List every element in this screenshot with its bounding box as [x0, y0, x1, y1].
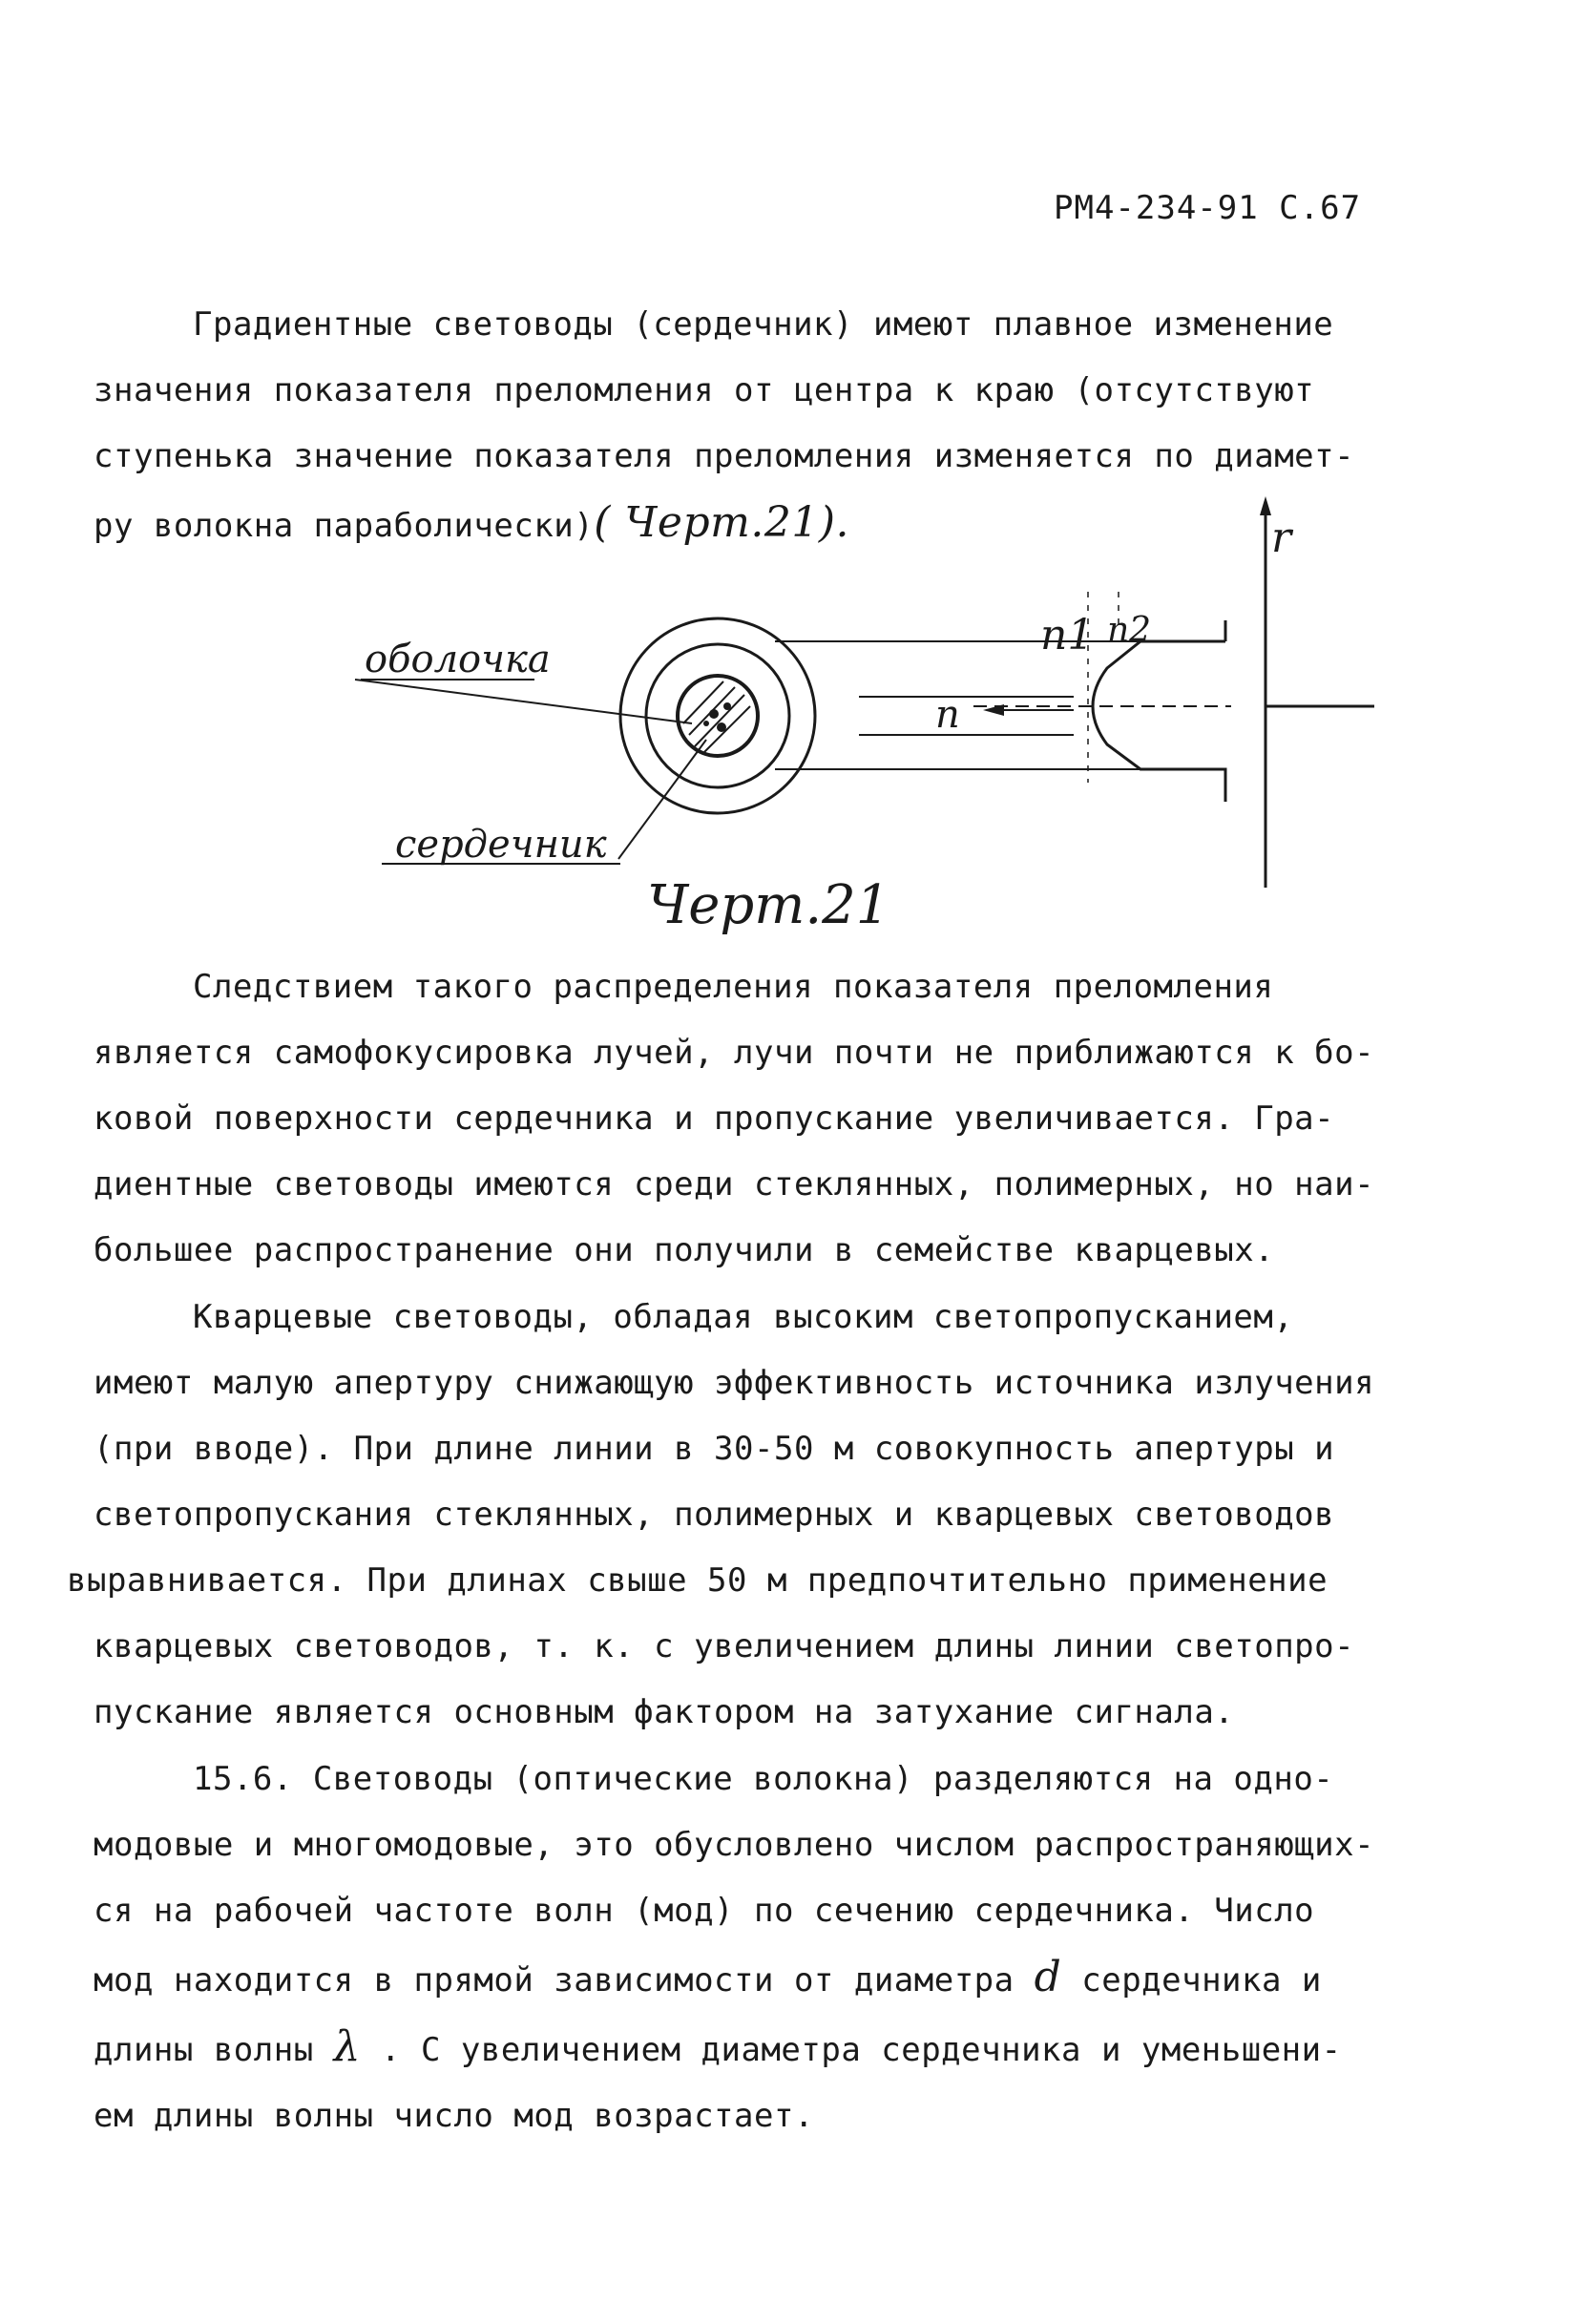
text-line: (при вводе). При длине линии в 30-50 м совокупность апертуры и [94, 1430, 1335, 1468]
text-line: Следствием такого распределения показателя преломления [193, 968, 1274, 1006]
fiber-cross-section-diagram [0, 0, 1569, 954]
symbol-wavelength: λ [333, 2022, 362, 2071]
text-line: ковой поверхности сердечника и пропускание увеличивается. Гра- [94, 1099, 1335, 1138]
leader-line-core [618, 740, 706, 859]
text-line: модовые и многомодовые, это обусловлено числом распространяющих- [94, 1826, 1375, 1864]
symbol-diameter: d [1034, 1953, 1062, 2001]
text-line: ру волокна параболически) [94, 507, 595, 545]
label-n1: n1 [1040, 611, 1095, 660]
text-line-diameter [94, 1944, 1391, 2014]
text-line: Кварцевые световоды, обладая высоким светопропусканием, [193, 1298, 1294, 1336]
paragraph-quartz-fibers [67, 1285, 1391, 1746]
text-line: диентные световоды имеются среди стеклянных, полимерных, но наи- [94, 1165, 1375, 1204]
figure-reference: ( Черт.21). [594, 498, 849, 547]
paragraph-self-focusing [94, 954, 1391, 1284]
text-fragment: длины волны [94, 2031, 314, 2069]
text-line: пускание является основным фактором на затухание сигнала. [94, 1693, 1235, 1731]
document-reference: РМ4-234-91 С.67 [1054, 189, 1362, 227]
label-core: сердечник [395, 823, 607, 867]
text-line-wavelength [94, 2014, 1391, 2083]
text-fragment: мод находится в прямой зависимости от диаметра [94, 1961, 1015, 1999]
text-line: кварцевых световодов, т. к. с увеличением длины линии светопро- [94, 1627, 1355, 1665]
text-line: большее распространение они получили в семействе кварцевых. [94, 1231, 1275, 1269]
label-r: r [1271, 513, 1292, 562]
text-line: ем длины волны число мод возрастает. [94, 2097, 814, 2135]
text-line: значения показателя преломления от центра к краю (отсутствуют [94, 371, 1315, 409]
paragraph-section-15-6 [94, 1747, 1391, 2149]
figure-caption: Черт.21 [647, 874, 890, 936]
label-shell: оболочка [365, 638, 551, 681]
label-n: n [935, 693, 960, 737]
text-line: имеют малую апертуру снижающую эффективность источника излучения [94, 1364, 1375, 1402]
label-n2: n2 [1107, 611, 1152, 650]
text-line: 15.6. Световоды (оптические волокна) разделяются на одно- [193, 1760, 1334, 1798]
text-line: ся на рабочей частоте волн (мод) по сечению сердечника. Число [94, 1892, 1315, 1930]
text-line: выравнивается. При длинах свыше 50 м предпочтительно применение [67, 1561, 1328, 1600]
text-line: Градиентные световоды (сердечник) имеют плавное изменение [193, 305, 1334, 344]
r-axis-arrowhead [1260, 496, 1271, 515]
text-fragment: сердечника и [1081, 1961, 1322, 1999]
leader-line-shell [355, 680, 692, 723]
text-fragment: . С увеличением диаметра сердечника и уменьшени- [381, 2031, 1342, 2069]
text-line: светопропускания стеклянных, полимерных и кварцевых световодов [94, 1496, 1335, 1534]
text-line: ступенька значение показателя преломления изменяется по диамет- [94, 437, 1355, 475]
text-line: является самофокусировка лучей, лучи почти не приближаются к бо- [94, 1034, 1375, 1072]
